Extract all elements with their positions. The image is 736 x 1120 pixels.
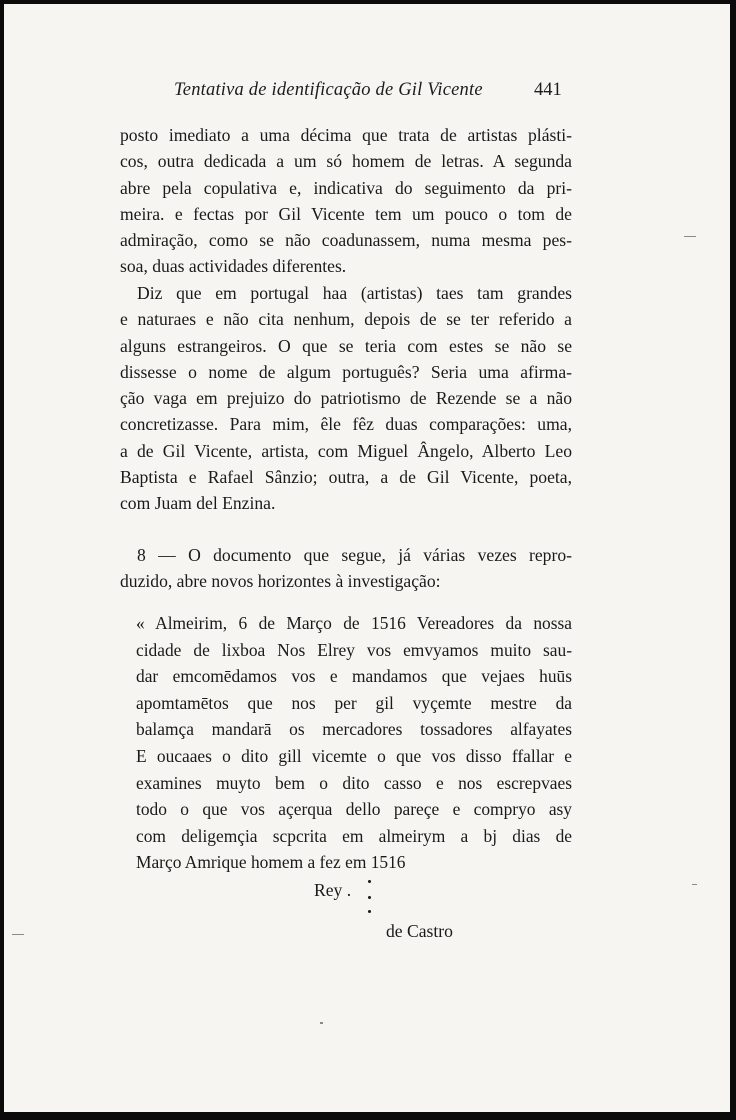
- text-line: abre pela copulativa e, indicativa do seguimento da pri-: [120, 177, 572, 198]
- text-line: dissesse o nome de algum português? Seria uma afirma-: [120, 361, 572, 382]
- text-line: alguns estrangeiros. O que se teria com estes se não se: [120, 335, 572, 356]
- quote-line: apomtamētos que nos per gil vyçemte mestre da: [136, 692, 572, 713]
- paragraph-3: [120, 542, 572, 595]
- quote-line: balamça mandarā os mercadores tossadores alfayates: [136, 719, 572, 740]
- text-line: Baptista e Rafael Sânzio; outra, a de Gil Vicente, poeta,: [120, 467, 572, 488]
- signature-dots: [363, 876, 377, 918]
- text-line: admiração, como se não coadunassem, numa mesma pes-: [120, 230, 572, 251]
- paper-speck: [684, 236, 696, 237]
- text-line: a de Gil Vicente, artista, com Miguel Ângelo, Alberto Leo: [120, 440, 572, 461]
- page-number: 441: [534, 80, 562, 100]
- signature-castro: de Castro: [386, 921, 453, 941]
- text-line: e naturaes e não cita nenhum, depois de se ter referido a: [120, 309, 572, 330]
- text-line: ção vaga em prejuizo do patriotismo de Rezende se a não: [120, 388, 572, 409]
- quote-line: dar emcomēdamos vos e mandamos que vejaes huūs: [136, 666, 572, 687]
- paper-speck: [692, 884, 697, 885]
- page-header: [4, 80, 730, 104]
- quote-line: E oucaaes o dito gill vicemte o que vos disso ffallar e: [136, 745, 572, 766]
- quote-line: « Almeirim, 6 de Março de 1516 Vereadores da nossa: [136, 613, 572, 633]
- quote-line: com deligemçia scpcrita em almeirym a bj dias de: [136, 825, 572, 846]
- quote-line: Março Amrique homem a fez em 1516: [136, 852, 406, 873]
- text-line: com Juam del Enzina.: [120, 493, 276, 514]
- text-line: meira. e fectas por Gil Vicente tem um pouco o tom de: [120, 203, 572, 224]
- paper-speck: [320, 1022, 323, 1024]
- text-line: posto imediato a uma décima que trata de artistas plásti-: [120, 125, 572, 145]
- text-line: soa, duas actividades diferentes.: [120, 256, 347, 277]
- paragraph-1: [120, 122, 572, 280]
- book-page: [4, 4, 730, 1112]
- quote-line: cidade de lixboa Nos Elrey vos emvyamos muito sau-: [136, 639, 572, 660]
- text-line: cos, outra dedicada a um só homem de letras. A segunda: [120, 151, 572, 172]
- quote-line: todo o que vos açerqua dello pareçe e compryo asy: [136, 799, 572, 820]
- text-line: 8 — O documento que segue, já várias vezes repro-: [137, 545, 572, 565]
- text-line: Diz que em portugal haa (artistas) taes tam grandes: [137, 283, 572, 303]
- quote-line: examines muyto bem o dito casso e nos escrepvaes: [136, 772, 572, 793]
- signature-rey: Rey .: [314, 880, 352, 900]
- paper-speck: [12, 934, 24, 935]
- text-line: duzido, abre novos horizontes à investigação:: [120, 571, 441, 592]
- quoted-document: [136, 610, 572, 876]
- text-line: concretizasse. Para mim, êle fêz duas comparações: uma,: [120, 414, 572, 435]
- paragraph-2: [120, 280, 572, 517]
- running-title: Tentativa de identificação de Gil Vicente: [174, 80, 483, 100]
